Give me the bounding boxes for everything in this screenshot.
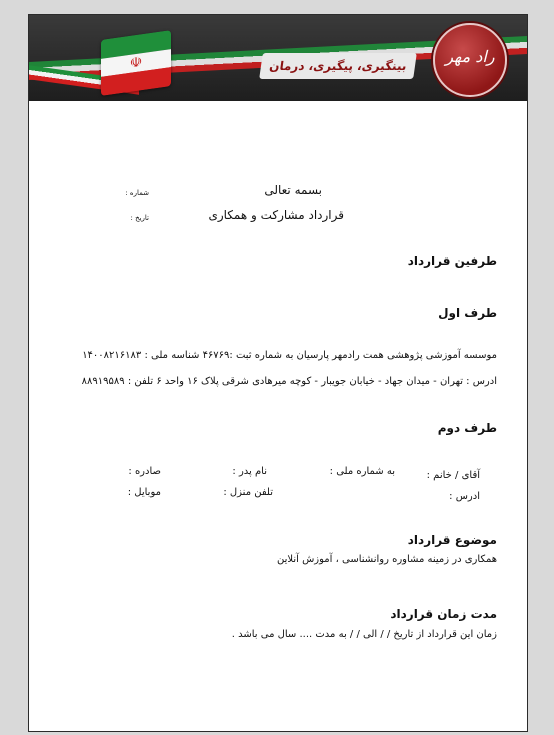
address-label: ادرس : (449, 491, 480, 502)
header-banner (29, 15, 527, 101)
duration-text: زمان این قرارداد از تاریخ / / الی / / به مدت .... سال می باشد . (231, 629, 497, 640)
header-slogan: بینگیری، پیگیری، درمان (259, 53, 417, 79)
national-id-label: به شماره ملی : (329, 466, 395, 477)
logo (433, 23, 507, 97)
flag-emblem-icon: ☫ (129, 54, 143, 72)
parties-heading: طرفین قرارداد (407, 254, 497, 268)
home-phone-label: تلفن منزل : (223, 487, 273, 498)
party-one-heading: طرف اول (438, 306, 497, 320)
issued-label: صادره : (128, 466, 161, 477)
basmala: بسمه تعالی (264, 183, 322, 197)
logo-text: راد مهر (445, 47, 495, 66)
party-one-address: ادرس : تهران - میدان جهاد - خیابان جویبار - کوچه میرهادی شرقی پلاک ۱۶ واحد ۶ تلفن : ۸۸۹۱۹۵۸۹ (81, 376, 497, 387)
number-label: شماره : (125, 189, 149, 197)
mobile-label: موبایل : (127, 487, 161, 498)
father-name-label: نام پدر : (232, 466, 267, 477)
duration-heading: مدت زمان قرارداد (390, 607, 497, 621)
subject-text: همکاری در زمینه مشاوره روانشناسی ، آموزش آنلاین (276, 554, 497, 565)
party-two-heading: طرف دوم (437, 421, 497, 435)
contract-title: قرارداد مشارکت و همکاری (208, 208, 344, 222)
date-label: تاریخ : (130, 214, 149, 222)
contract-page (28, 14, 528, 732)
mr-mrs-label: آقای / خانم : (426, 470, 480, 481)
party-one-details: موسسه آموزشی پژوهشی همت رادمهر پارسیان به شماره ثبت :۴۶۷۶۹ شناسه ملی : ۱۴۰۰۸۲۱۶۱۸۳ (82, 350, 497, 361)
subject-heading: موضوع قرارداد (407, 533, 497, 547)
iran-flag (101, 30, 171, 96)
